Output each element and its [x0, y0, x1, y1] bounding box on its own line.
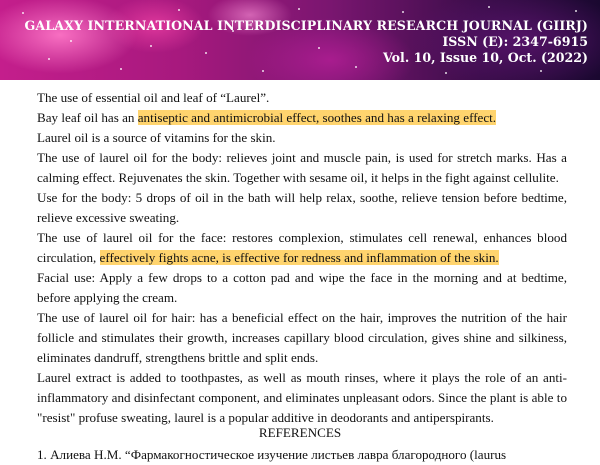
paragraph-facial-application: Facial use: Apply a few drops to a cotton pad and wipe the face in the morning and at bedtime, before applying the cream.	[37, 270, 567, 305]
references-heading: REFERENCES	[258, 425, 342, 440]
highlighted-text: antiseptic and antimicrobial effect, soothes and has a relaxing effect.	[137, 110, 497, 125]
paragraph-bath-use: Use for the body: 5 drops of oil in the bath will help relax, soothe, relieve tension before bedtime, relieve excessive sweating.	[37, 190, 567, 225]
paragraph-text: Bay leaf oil has an	[37, 110, 138, 125]
highlighted-text: effectively fights acne, is effective for redness and inflammation of the skin.	[99, 250, 499, 265]
paragraph-face-use	[37, 228, 567, 268]
journal-title: GALAXY INTERNATIONAL INTERDISCIPLINARY RESEARCH JOURNAL (GIIRJ)	[24, 18, 588, 33]
paragraph-text: The use of laurel oil for the face: restores complexion, stimulates cell renewal, enhances blood circulation,	[37, 230, 567, 265]
reference-item: 1. Алиева Н.М. “Фармакогностическое изучение листьев лавра благородного (laurus	[37, 447, 507, 462]
journal-issn: ISSN (E): 2347-6915	[442, 34, 588, 49]
paragraph-bay-leaf-oil	[37, 108, 567, 128]
paragraph-body-use: The use of laurel oil for the body: relieves joint and muscle pain, is used for stretch marks. Has a calming effect. Rejuvenates the skin. Together with sesame oil, it helps in the fight against cellulite.	[37, 150, 567, 185]
section-heading: The use of essential oil and leaf of “Laurel”.	[37, 90, 270, 105]
paragraph-hair-use: The use of laurel oil for hair: has a beneficial effect on the hair, improves the nutrition of the hair follicle and stimulates their growth, increases capillary blood circulation, gives shine and silkiness, eliminates dandruff, strengthens brittle and split ends.	[37, 310, 567, 365]
paragraph-vitamins: Laurel oil is a source of vitamins for the skin.	[37, 130, 276, 145]
paragraph-laurel-extract: Laurel extract is added to toothpastes, as well as mouth rinses, where it plays the role of an anti-inflammatory and disinfectant component, and eliminates unpleasant odors. Since the plant is able to "resist" profuse sweating, laurel is a popular additive in deodorants and antiperspirants.	[37, 370, 567, 425]
journal-header-banner	[0, 0, 600, 80]
journal-volume-issue: Vol. 10, Issue 10, Oct. (2022)	[383, 50, 588, 65]
article-body	[37, 88, 567, 428]
